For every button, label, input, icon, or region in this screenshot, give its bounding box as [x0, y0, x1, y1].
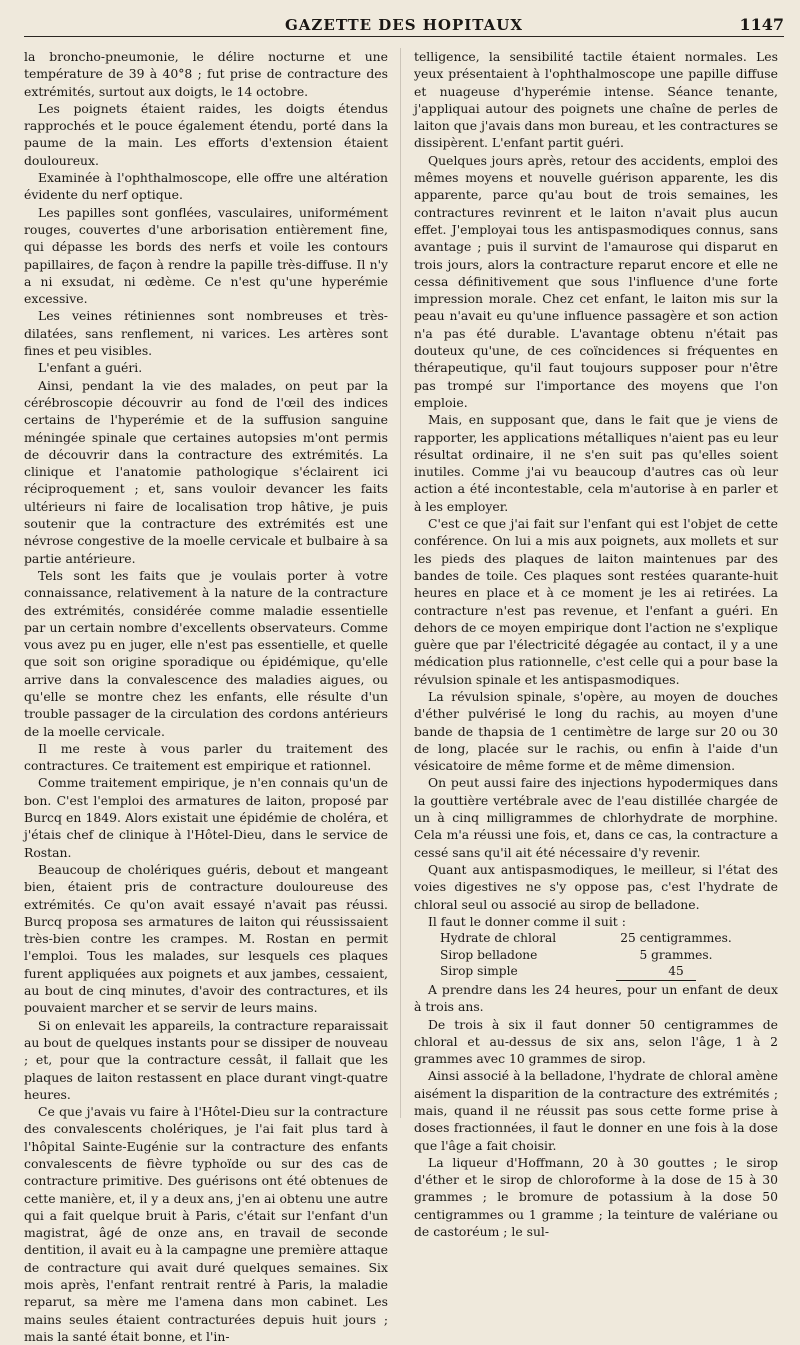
paragraph: De trois à six il faut donner 50 centigrammes de chloral et au-dessus de six ans, selon l'âge, 1 à 2 grammes avec 10 grammes de sirop. [414, 1016, 778, 1067]
formula-row [440, 963, 778, 980]
paragraph: On peut aussi faire des injections hypodermiques dans la gouttière vertébrale avec de l'eau distillée chargée de un à cinq milligrammes de chlorhydrate de morphine. Cela m'a réussi une fois, et, dans ce cas, la contracture a cessé sans qu'il ait été nécessaire d'y revenir. [414, 775, 778, 860]
paragraph: Quelques jours après, retour des accidents, emploi des mêmes moyens et nouvelle guérison apparente, les dis apparente, parce qu'au bout de trois semaines, les contractures revinrent et le laiton n'avait plus aucun effet. J'employai tous les antispasmodiques connus, sans avantage ; puis il survint de l'amaurose qui disparut en trois jours, alors la contracture reparut encore et elle ne cessa définitivement que sous l'influence d'une forte impression morale. Chez cet enfant, le laiton mis sur la peau n'avait eu qu'une influence passagère et son action n'a pas été durable. L'avantage obtenu n'était pas douteux qu'une, de ces coïncidences si fréquentes en thérapeutique, qu'il faut toujours supposer pour n'être pas trompé sur l'importance des moyens que l'on emploie. [414, 152, 778, 410]
paragraph: Quant aux antispasmodiques, le meilleur, si l'état des voies digestives ne s'y oppose pas, c'est l'hydrate de chloral seul ou associé au sirop de belladone. [414, 861, 778, 912]
paragraph: Ainsi associé à la belladone, l'hydrate de chloral amène aisément la disparition de la contracture des extrémités ; mais, quand il ne réussit pas sous cette forme prise à doses fractionnées, il faut le donner en une fois à la dose que l'âge a fait choisir. [414, 1068, 778, 1153]
paragraph: Les papilles sont gonflées, vasculaires, uniformément rouges, couvertes d'une arborisation entièrement fine, qui dépasse les bords des nerfs et voile les contours papillaires, de façon à rendre la papille très-diffuse. Il n'y a ni exsudat, ni œdème. Ce n'est qu'une hyperémie excessive. [24, 204, 388, 307]
column-separator [400, 48, 401, 1118]
formula-row [440, 947, 778, 964]
paragraph: Ainsi, pendant la vie des malades, on peut par la cérébroscopie découvrir au fond de l'œil des indices certains de l'hyperémie et de la suffusion sanguine méningée spinale que certaines autopsies m'ont permis de découvrir dans la contracture des extrémités. La clinique et l'anatomie pathologique s'éclairent ici réciproquement ; et, sans vouloir devancer les faits ultérieurs ni faire de localisation trop hâtive, je puis soutenir que la contracture des extrémités est une névrose congestive de la moelle cervicale et bulbaire à sa partie antérieure. [24, 377, 388, 566]
paragraph: L'enfant a guéri. [38, 360, 143, 376]
ingredient-name: Sirop simple [440, 964, 518, 979]
journal-title: GAZETTE DES HOPITAUX [284, 16, 523, 34]
paragraph: Il faut le donner comme il suit : [428, 913, 626, 929]
paragraph: Si on enlevait les appareils, la contracture reparaissait au bout de quelques instants pour se dissiper de nouveau ; et, pour que la contracture cessât, il fallait que les plaques de laiton restassent en place durant vingt-quatre heures. [24, 1017, 388, 1102]
paragraph: Beaucoup de cholériques guéris, debout et mangeant bien, étaient pris de contracture douloureuse des extrémités. Ce qu'on avait essayé n'avait pas réussi. Burcq proposa ses armatures de laiton qui réussissaient très-bien contre les crampes. M. Rostan en permit l'emploi. Tous les malades, sur lesquels ces plaques furent appliquées aux poignets et aux jambes, cessaient, au bout de cinq minutes, d'avoir des contractures, et ils pouvaient marcher et se servir de leurs mains. [24, 861, 388, 1016]
left-column [24, 48, 388, 1344]
paragraph: A prendre dans les 24 heures, pour un enfant de deux à trois ans. [414, 981, 778, 1015]
paragraph: Les poignets étaient raides, les doigts étendus rapprochés et le pouce également étendu, porté dans la paume de la main. Les efforts d'extension étaient douloureux. [24, 100, 388, 168]
ingredient-name: Hydrate de chloral [440, 931, 557, 946]
paragraph: Les veines rétiniennes sont nombreuses et très-dilatées, sans renflement, ni varices. Les artères sont fines et peu visibles. [24, 308, 388, 359]
paragraph: C'est ce que j'ai fait sur l'enfant qui est l'objet de cette conférence. On lui a mis aux poignets, aux mollets et sur les pieds des plaques de laiton maintenues par des bandes de toile. Ces plaques sont restées quarante-huit heures en place et à ce moment je les ai retirées. La contracture n'est pas revenue, et l'enfant a guéri. En dehors de ce moyen empirique dont l'action ne s'explique guère que par l'électricité dégagée au contact, il y a une médication plus rationnelle, c'est celle qui a pour base la révulsion spinale et les antispasmodiques. [414, 516, 778, 687]
page-number: 1147 [739, 15, 784, 34]
ingredient-name: Sirop belladone [440, 947, 538, 962]
ingredient-quantity: 25 centigrammes. [620, 931, 732, 946]
paragraph: La liqueur d'Hoffmann, 20 à 30 gouttes ; le sirop d'éther et le sirop de chloroforme à la dose de 15 à 30 grammes ; le bromure de potassium à la dose 50 centigrammes ou 1 gramme ; la teinture de valériane ou de castoréum ; le sul- [414, 1154, 778, 1240]
paragraph: Mais, en supposant que, dans le fait que je viens de rapporter, les applications métalliques n'aient pas eu leur résultat ordinaire, il ne s'en suit pas qu'elles soient inutiles. Comme j'ai vu beaucoup d'autres cas où leur action a été incontestable, cela m'autorise à en parler et à les employer. [414, 412, 778, 514]
paragraph: Ce que j'avais vu faire à l'Hôtel-Dieu sur la contracture des convalescents cholériques, je l'ai fait plus tard à l'hôpital Sainte-Eugénie sur la contracture des enfants convalescents de fièvre typhoïde ou sur des cas de contracture primitive. Des guérisons ont été obtenues de cette manière, et, il y a deux ans, j'en ai obtenu une autre qui a fait quelque bruit à Paris, c'était sur l'enfant d'un magistrat, âgé de onze ans, en travail de seconde dentition, il avait eu à la campagne une première attaque de contracture qui avait duré quelques semaines. Six mois après, l'enfant rentrait rentré à Paris, la maladie reparut, sa mère me l'amena dans mon cabinet. Les mains seules étaient contracturées depuis huit jours ; mais la santé était bonne, et l'in- [24, 1104, 388, 1344]
paragraph: Examinée à l'ophthalmoscope, elle offre une altération évidente du nerf optique. [24, 170, 388, 203]
ingredient-quantity: 45 [668, 964, 684, 979]
paragraph: Comme traitement empirique, je n'en connais qu'un de bon. C'est l'emploi des armatures de laiton, proposé par Burcq en 1849. Alors existait une épidémie de choléra, et j'étais chef de clinique à l'Hôtel-Dieu, dans le service de Rostan. [24, 775, 388, 860]
prescription-formula [440, 930, 778, 981]
ingredient-quantity: 5 grammes. [639, 947, 713, 962]
page-header [24, 14, 784, 37]
paragraph: La révulsion spinale, s'opère, au moyen de douches d'éther pulvérisé le long du rachis, au moyen d'une bande de thapsia de 1 centimètre de large sur 20 ou 30 de long, placée sur le rachis, ou enfin à l'aide d'un vésicatoire de même forme et de même dimension. [414, 688, 778, 774]
paragraph: Tels sont les faits que je voulais porter à votre connaissance, relativement à la nature de la contracture des extrémités, considérée comme maladie essentielle par un certain nombre d'excellents observateurs. Comme vous avez pu en juger, elle n'est pas essentielle, et quelle que soit son origine sporadique ou épidémique, qu'elle arrive dans la convalescence des maladies aigues, ou qu'elle se montre chez les enfants, elle résulte d'un trouble passager de la circulation des cordons antérieurs de la moelle cervicale. [24, 567, 388, 739]
paragraph: la broncho-pneumonie, le délire nocturne et une température de 39 à 40°8 ; fut prise de contracture des extrémités, surtout aux doigts, le 14 octobre. [24, 49, 388, 99]
paragraph: telligence, la sensibilité tactile étaient normales. Les yeux présentaient à l'ophthalmoscope une papille diffuse et nuageuse d'hyperémie intense. Séance tenante, j'appliquai autour des poignets une chaîne de perles de laiton que j'avais dans mon bureau, et les contractures se dissipèrent. L'enfant partit guéri. [414, 49, 778, 151]
formula-row [440, 930, 778, 947]
paragraph: Il me reste à vous parler du traitement des contractures. Ce traitement est empirique et rationnel. [24, 740, 388, 774]
right-column [414, 48, 778, 1240]
